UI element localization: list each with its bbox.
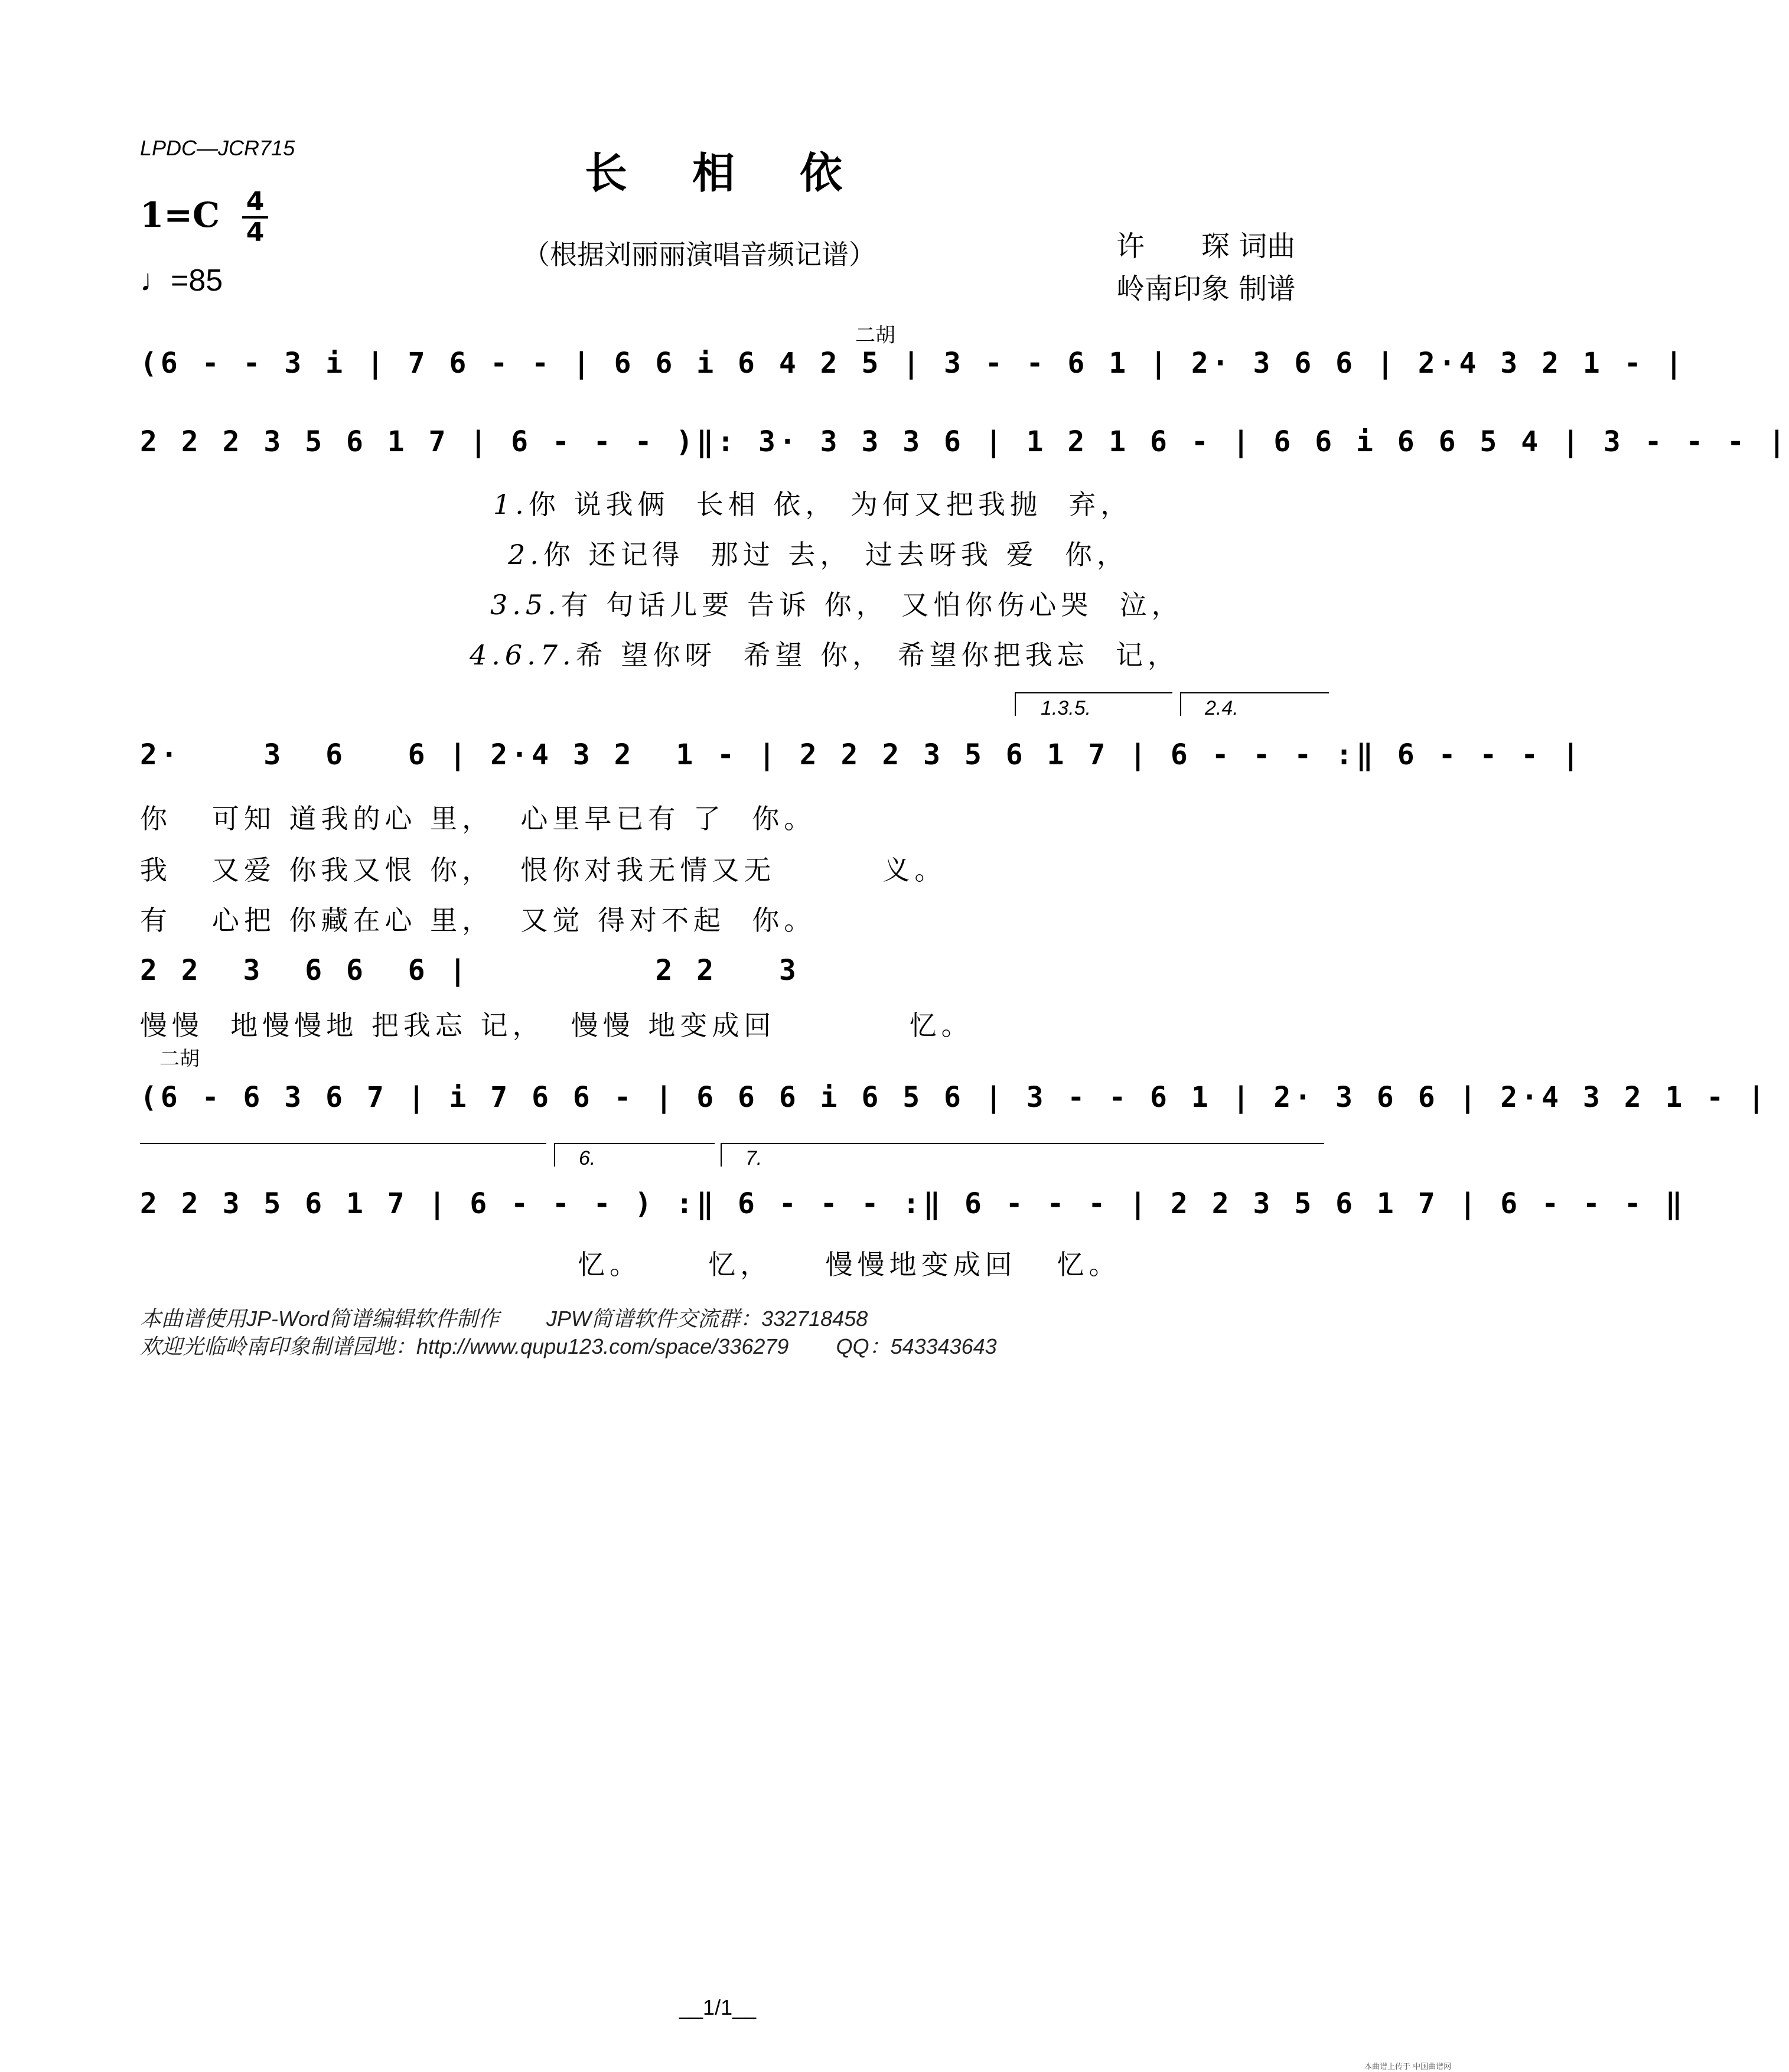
verse-line-1 bbox=[493, 483, 1132, 522]
volta-bracket-long bbox=[140, 1143, 546, 1144]
lyric-line-4: 慢慢 地慢慢地 把我忘 记， 慢慢 地变成回 忆。 bbox=[140, 1009, 973, 1041]
verse-text: 有 句话儿要 告诉 你， 又怕你伤心哭 泣， bbox=[561, 589, 1184, 621]
volta-label-3: 6. bbox=[579, 1147, 596, 1169]
erhu-marker: 二胡 bbox=[855, 324, 895, 347]
volta-label-1: 1.3.5. bbox=[1041, 697, 1091, 719]
verse-number: 3.5. bbox=[490, 589, 561, 621]
verse-text: 希 望你呀 希望 你， 希望你把我忘 记， bbox=[575, 639, 1180, 671]
alternate-notes: 2 2 3 6 6 6 | 2 2 3 bbox=[140, 954, 800, 987]
verse-text: 你 还记得 那过 去， 过去呀我 爱 你， bbox=[543, 539, 1129, 571]
lyricist-credit: 许 琛 词曲 bbox=[1116, 230, 1296, 263]
staff-line-1: (6 - - 3 i | 7 6 - - | 6 6 i 6 4 2 5 | 3 - - 6 1 | 2· 3 6 6 | 2·4 3 2 1 - | bbox=[140, 347, 1686, 380]
page-number: __1/1__ bbox=[679, 1995, 757, 2019]
footer-line-2: 欢迎光临岭南印象制谱园地：http://www.qupu123.com/space/336279 QQ：543343643 bbox=[140, 1334, 997, 1358]
time-signature bbox=[242, 189, 268, 246]
verse-number: 1. bbox=[493, 488, 529, 520]
volta-label-4: 7. bbox=[745, 1147, 762, 1169]
staff-line-3: 2· 3 6 6 | 2·4 3 2 1 - | 2 2 2 3 5 6 1 7 | 6 - - - :‖ 6 - - - | bbox=[140, 738, 1583, 771]
volta-bracket-2 bbox=[1180, 692, 1329, 716]
verse-line-4 bbox=[470, 634, 1179, 673]
verse-line-2 bbox=[508, 533, 1129, 572]
volta-label-2: 2.4. bbox=[1205, 697, 1239, 719]
time-bottom: 4 bbox=[246, 217, 265, 247]
ending-lyrics: 忆。 忆， 慢慢地变成回 忆。 bbox=[578, 1249, 1121, 1281]
staff-line-2: 2 2 2 3 5 6 1 7 | 6 - - - )‖: 3· 3 3 3 6 | 1 2 1 6 - | 6 6 i 6 6 5 4 | 3 - - - | bbox=[140, 425, 1789, 458]
volta-bracket-4 bbox=[721, 1143, 1324, 1167]
lyric-line-1: 你 可知 道我的心 里， 心里早已有 了 你。 bbox=[140, 803, 816, 835]
volta-bracket-1 bbox=[1015, 692, 1172, 716]
volta-bracket-3 bbox=[554, 1143, 715, 1167]
verse-number: 4.6.7. bbox=[470, 639, 576, 671]
key-signature: 1=C bbox=[140, 195, 220, 235]
staff-line-5: 2 2 3 5 6 1 7 | 6 - - - ) :‖ 6 - - - :‖ 6 - - - | 2 2 3 5 6 1 7 | 6 - - - ‖ bbox=[140, 1187, 1686, 1220]
tempo-marking: ♩=85 bbox=[140, 263, 223, 298]
verse-number: 2. bbox=[508, 539, 543, 571]
site-watermark: 本曲谱上传于 中国曲谱网 bbox=[1364, 2063, 1452, 2071]
lyric-line-3: 有 心把 你藏在心 里， 又觉 得对不起 你。 bbox=[140, 904, 816, 936]
song-subtitle: （根据刘丽丽演唱音频记谱） bbox=[523, 239, 876, 271]
verse-text: 你 说我俩 长相 依， 为何又把我抛 弃， bbox=[528, 488, 1133, 520]
score-code: LPDC—JCR715 bbox=[140, 136, 295, 160]
time-top: 4 bbox=[246, 187, 265, 217]
lyric-line-2: 我 又爱 你我又恨 你， 恨你对我无情又无 义。 bbox=[140, 854, 947, 886]
footer-line-1: 本曲谱使用JP-Word简谱编辑软件制作 JPW简谱软件交流群：332718458 bbox=[140, 1307, 868, 1331]
arranger-credit: 岭南印象 制谱 bbox=[1116, 272, 1296, 305]
song-title: 长相依 bbox=[585, 148, 908, 198]
erhu-marker: 二胡 bbox=[159, 1047, 200, 1071]
staff-line-4: (6 - 6 3 6 7 | i 7 6 6 - | 6 6 6 i 6 5 6 | 3 - - 6 1 | 2· 3 6 6 | 2·4 3 2 1 - | bbox=[140, 1081, 1768, 1114]
verse-line-3 bbox=[490, 584, 1184, 623]
